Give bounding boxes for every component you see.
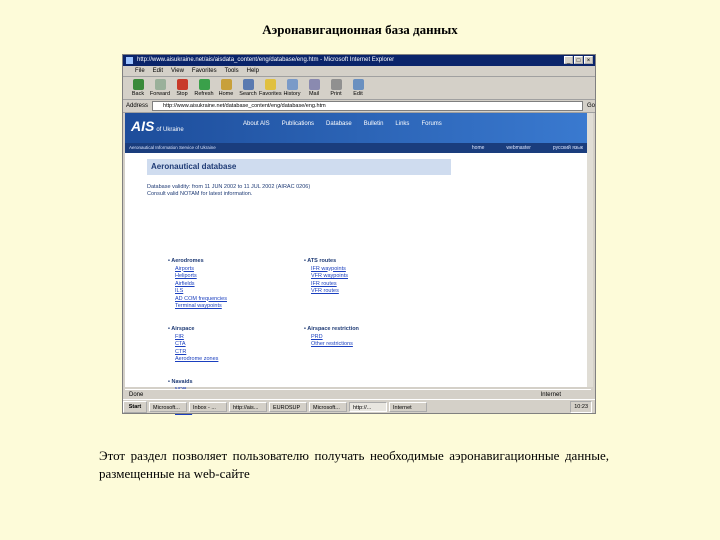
status-text: Done xyxy=(129,392,144,398)
notam-line[interactable]: Consult valid NOTAM for latest information. xyxy=(147,191,253,197)
link-other-restrictions[interactable]: Other restrictions xyxy=(311,341,353,347)
link-prd[interactable]: PRD xyxy=(311,333,323,340)
section-title: • Aerodromes xyxy=(168,258,227,266)
search-icon xyxy=(243,79,254,90)
validity-line: Database validity: from 11 JUN 2002 to 11 JUL 2002 (AIRAC 0206) xyxy=(147,184,311,190)
task-button[interactable]: Internet xyxy=(389,402,427,412)
print-label: Print xyxy=(330,91,342,97)
logo-text: AIS xyxy=(131,118,155,134)
print-button[interactable] xyxy=(325,78,347,99)
section-airspace-restriction xyxy=(307,326,359,349)
vertical-scrollbar[interactable] xyxy=(587,113,593,387)
page-heading: Aeronautical database xyxy=(147,159,451,175)
maximize-icon[interactable]: □ xyxy=(574,56,583,64)
stop-button[interactable] xyxy=(171,78,193,99)
link-airfields[interactable]: Airfields xyxy=(175,280,195,287)
print-icon xyxy=(331,79,342,90)
link-cta[interactable]: CTA xyxy=(175,341,186,347)
link-ifr-routes[interactable]: IFR routes xyxy=(311,280,337,287)
section-ats-routes xyxy=(307,258,348,296)
mail-icon xyxy=(309,79,320,90)
refresh-icon xyxy=(199,79,210,90)
slide-body-text: Этот раздел позволяет пользователю получать необходимые аэронавигационные данные, размещенные на web-сайте xyxy=(99,448,609,481)
site-banner xyxy=(125,113,591,143)
nav-database[interactable]: Database xyxy=(326,121,352,127)
edit-button[interactable] xyxy=(347,78,369,99)
edit-icon xyxy=(353,79,364,90)
nav-bulletin[interactable]: Bulletin xyxy=(363,121,384,127)
forward-button[interactable] xyxy=(149,78,171,99)
browser-title: http://www.aisukraine.net/ais/aisdata_content/eng/database/eng.htm - Microsoft Internet Explorer xyxy=(137,57,395,63)
refresh-button[interactable] xyxy=(193,78,215,99)
task-button[interactable]: Inbox - ... xyxy=(189,402,227,412)
search-label: Search xyxy=(239,91,257,97)
forward-label: Forward xyxy=(149,91,171,97)
section-aerodromes xyxy=(171,258,227,311)
favorites-button[interactable] xyxy=(259,78,281,99)
nav-about[interactable]: About AIS xyxy=(243,121,270,127)
sublink-russian[interactable]: русский язык xyxy=(552,145,583,151)
stop-icon xyxy=(177,79,188,90)
stop-label: Stop xyxy=(176,91,188,97)
browser-window xyxy=(122,54,596,414)
ie-icon xyxy=(126,57,133,64)
back-arrow-icon xyxy=(133,79,144,90)
minimize-icon[interactable]: _ xyxy=(564,56,573,64)
mail-button[interactable] xyxy=(303,78,325,99)
page-viewport xyxy=(125,113,591,387)
menu-view[interactable]: View xyxy=(171,68,184,74)
slide-title: Аэронавигационная база данных xyxy=(262,22,458,37)
mail-label: Mail xyxy=(308,91,320,97)
menu-file[interactable]: File xyxy=(135,68,145,74)
link-vfr-waypoints[interactable]: VFR waypoints xyxy=(311,273,348,279)
task-button[interactable]: EUROSUP xyxy=(269,402,307,412)
link-fir[interactable]: FIR xyxy=(175,333,184,340)
history-label: History xyxy=(283,91,301,97)
section-airspace xyxy=(171,326,219,364)
nav-publications[interactable]: Publications xyxy=(281,121,315,127)
search-button[interactable] xyxy=(237,78,259,99)
site-tagline: Aeronautical Information Service of Ukraine xyxy=(129,145,216,150)
home-icon xyxy=(221,79,232,90)
menu-tools[interactable]: Tools xyxy=(224,68,239,74)
status-zone: Internet xyxy=(540,392,561,398)
menu-edit[interactable]: Edit xyxy=(152,68,164,74)
back-label: Back xyxy=(131,91,145,97)
link-ad-com[interactable]: AD COM frequencies xyxy=(175,295,227,302)
refresh-label: Refresh xyxy=(194,91,214,97)
link-ils[interactable]: ILS xyxy=(175,288,184,294)
menu-favorites[interactable]: Favorites xyxy=(191,68,217,74)
browser-titlebar[interactable] xyxy=(123,55,595,66)
windows-taskbar xyxy=(123,399,595,413)
home-button[interactable] xyxy=(215,78,237,99)
task-button-active[interactable]: http://... xyxy=(349,402,387,412)
section-title: • Navaids xyxy=(168,379,216,387)
sublink-webmaster[interactable]: webmaster xyxy=(506,145,531,151)
forward-arrow-icon xyxy=(155,79,166,90)
section-title: • Airspace restriction xyxy=(304,326,359,334)
section-title: • ATS routes xyxy=(304,258,348,266)
history-icon xyxy=(287,79,298,90)
validity-note xyxy=(147,184,591,198)
sublink-home[interactable]: home xyxy=(471,145,485,151)
link-ctr[interactable]: CTR xyxy=(175,348,187,355)
task-button[interactable]: Microsoft... xyxy=(149,402,187,412)
site-nav xyxy=(243,121,442,127)
edit-label: Edit xyxy=(353,91,363,97)
start-button[interactable]: Start xyxy=(123,401,147,413)
go-button[interactable]: Go xyxy=(586,103,595,109)
address-input[interactable]: http://www.aisukraine.net/database_content/eng/database/eng.htm xyxy=(152,101,583,111)
back-button[interactable] xyxy=(127,78,149,99)
address-label: Address xyxy=(126,103,149,109)
address-bar xyxy=(123,100,595,113)
nav-forums[interactable]: Forums xyxy=(421,121,442,127)
link-heliports[interactable]: Heliports xyxy=(175,273,197,279)
menu-bar xyxy=(123,66,595,77)
star-icon xyxy=(265,79,276,90)
nav-links[interactable]: Links xyxy=(395,121,410,127)
browser-toolbar xyxy=(123,77,595,100)
logo-suffix: of Ukraine xyxy=(156,127,184,133)
history-button[interactable] xyxy=(281,78,303,99)
link-aerodrome-zones[interactable]: Aerodrome zones xyxy=(175,356,219,362)
taskbar-clock: 10:23 xyxy=(570,401,592,413)
link-terminal-waypoints[interactable]: Terminal waypoints xyxy=(175,303,222,309)
task-button[interactable]: Microsoft... xyxy=(309,402,347,412)
close-icon[interactable]: × xyxy=(584,56,593,64)
ais-logo[interactable] xyxy=(131,118,184,134)
link-ifr-waypoints[interactable]: IFR waypoints xyxy=(311,265,346,272)
favorites-label: Favorites xyxy=(259,91,282,97)
home-label: Home xyxy=(218,91,234,97)
menu-help[interactable]: Help xyxy=(246,68,259,74)
link-airports[interactable]: Airports xyxy=(175,265,194,272)
section-title: • Airspace xyxy=(168,326,218,334)
site-subbar xyxy=(125,143,591,153)
task-button[interactable]: http://ais... xyxy=(229,402,267,412)
link-vfr-routes[interactable]: VFR routes xyxy=(311,288,339,294)
